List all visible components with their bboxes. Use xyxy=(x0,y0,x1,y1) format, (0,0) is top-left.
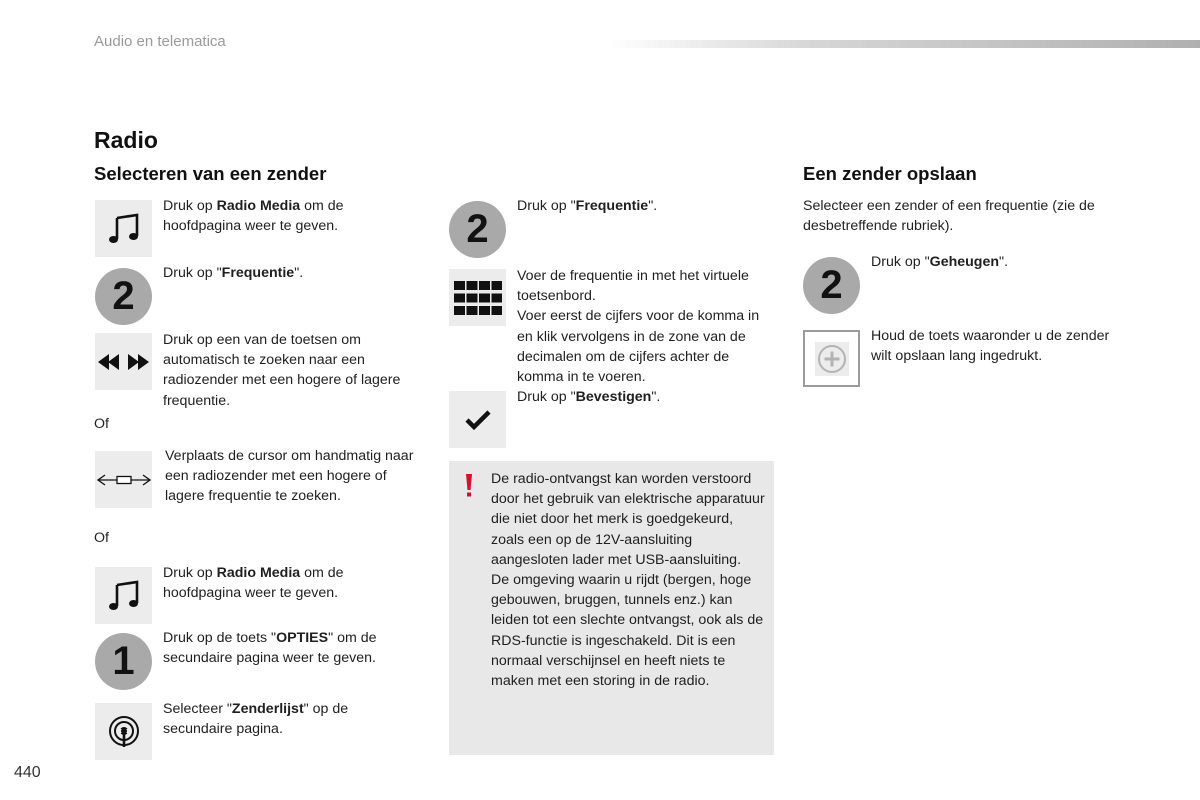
header-bar xyxy=(606,40,1200,48)
or-label-1: Of xyxy=(94,416,109,432)
middle-step-1-text: Druk op "Frequentie". xyxy=(517,198,658,214)
left-heading: Selecteren van een zender xyxy=(94,163,327,184)
seek-arrows-icon xyxy=(97,352,151,372)
station-list-icon-box xyxy=(95,703,152,760)
step-number-2: 2 xyxy=(95,268,152,325)
keypad-icon xyxy=(454,281,502,315)
right-intro-text: Selecteer een zender of een frequentie (zie de desbetreffende rubriek). xyxy=(803,198,1095,235)
left-step-1-text: Druk op Radio Media om de hoofdpagina weer te geven. xyxy=(163,198,344,235)
middle-step-2-text: Voer de frequentie in met het virtuele toetsenbord. Voer eerst de cijfers voor de komma in en klik vervolgens in de zone van de decimalen om de cijfers achter de komma in te voeren. Druk op "Bevestigen". xyxy=(517,268,760,406)
seek-buttons-icon-box xyxy=(95,333,152,390)
left-step-2-text: Druk op "Frequentie". xyxy=(163,265,304,281)
left-step-5-text: Druk op Radio Media om de hoofdpagina weer te geven. xyxy=(163,565,344,602)
music-note-icon-box xyxy=(95,200,152,257)
page-title: Radio xyxy=(94,127,158,153)
frequency-slider-icon xyxy=(96,472,152,488)
music-note-icon-box-2 xyxy=(95,567,152,624)
right-heading: Een zender opslaan xyxy=(803,163,977,184)
section-header: Audio en telematica xyxy=(94,33,226,50)
music-note-icon xyxy=(107,579,141,613)
right-step-1-text: Druk op "Geheugen". xyxy=(871,254,1009,270)
add-plus-circle-icon xyxy=(815,342,849,376)
confirm-icon-box xyxy=(449,391,506,448)
radio-antenna-icon xyxy=(107,715,141,749)
keypad-icon-box xyxy=(449,269,506,326)
or-label-2: Of xyxy=(94,530,109,546)
right-step-2-text: Houd de toets waaronder u de zender wilt opslaan lang ingedrukt. xyxy=(871,328,1110,365)
page-number: 440 xyxy=(14,764,41,781)
checkmark-icon xyxy=(464,408,492,432)
music-note-icon xyxy=(107,212,141,246)
memory-key-icon-box xyxy=(803,330,860,387)
step-number-2-middle: 2 xyxy=(449,201,506,258)
warning-exclamation-icon xyxy=(465,474,473,498)
warning-note-text: De radio-ontvangst kan worden verstoord door het gebruik van elektrische apparatuur die niet door het merk is goedgekeurd, zoals een op de 12V-aansluiting aangesloten lader met USB-aansluiting. De omgeving waarin u rijdt (bergen, hoge gebouwen, bruggen, tunnels enz.) kan leiden tot een slechte ontvangst, ook als de RDS-functie is ingeschakeld. Dit is een normaal verschijnsel en heeft niets te maken met een storing in de radio. xyxy=(491,471,765,690)
step-number-1: 1 xyxy=(95,633,152,690)
left-step-7-text: Selecteer "Zenderlijst" op de secundaire pagina. xyxy=(163,701,349,738)
step-number-2-right: 2 xyxy=(803,257,860,314)
left-step-6-text: Druk op de toets "OPTIES" om de secundaire pagina weer te geven. xyxy=(163,630,377,667)
left-step-3-text: Druk op een van de toetsen om automatisch te zoeken naar een radiozender met een hogere of lagere frequentie. xyxy=(163,332,401,409)
cursor-slider-icon-box xyxy=(95,451,152,508)
left-step-4-text: Verplaats de cursor om handmatig naar een radiozender met een hogere of lagere frequentie te zoeken. xyxy=(165,448,414,505)
